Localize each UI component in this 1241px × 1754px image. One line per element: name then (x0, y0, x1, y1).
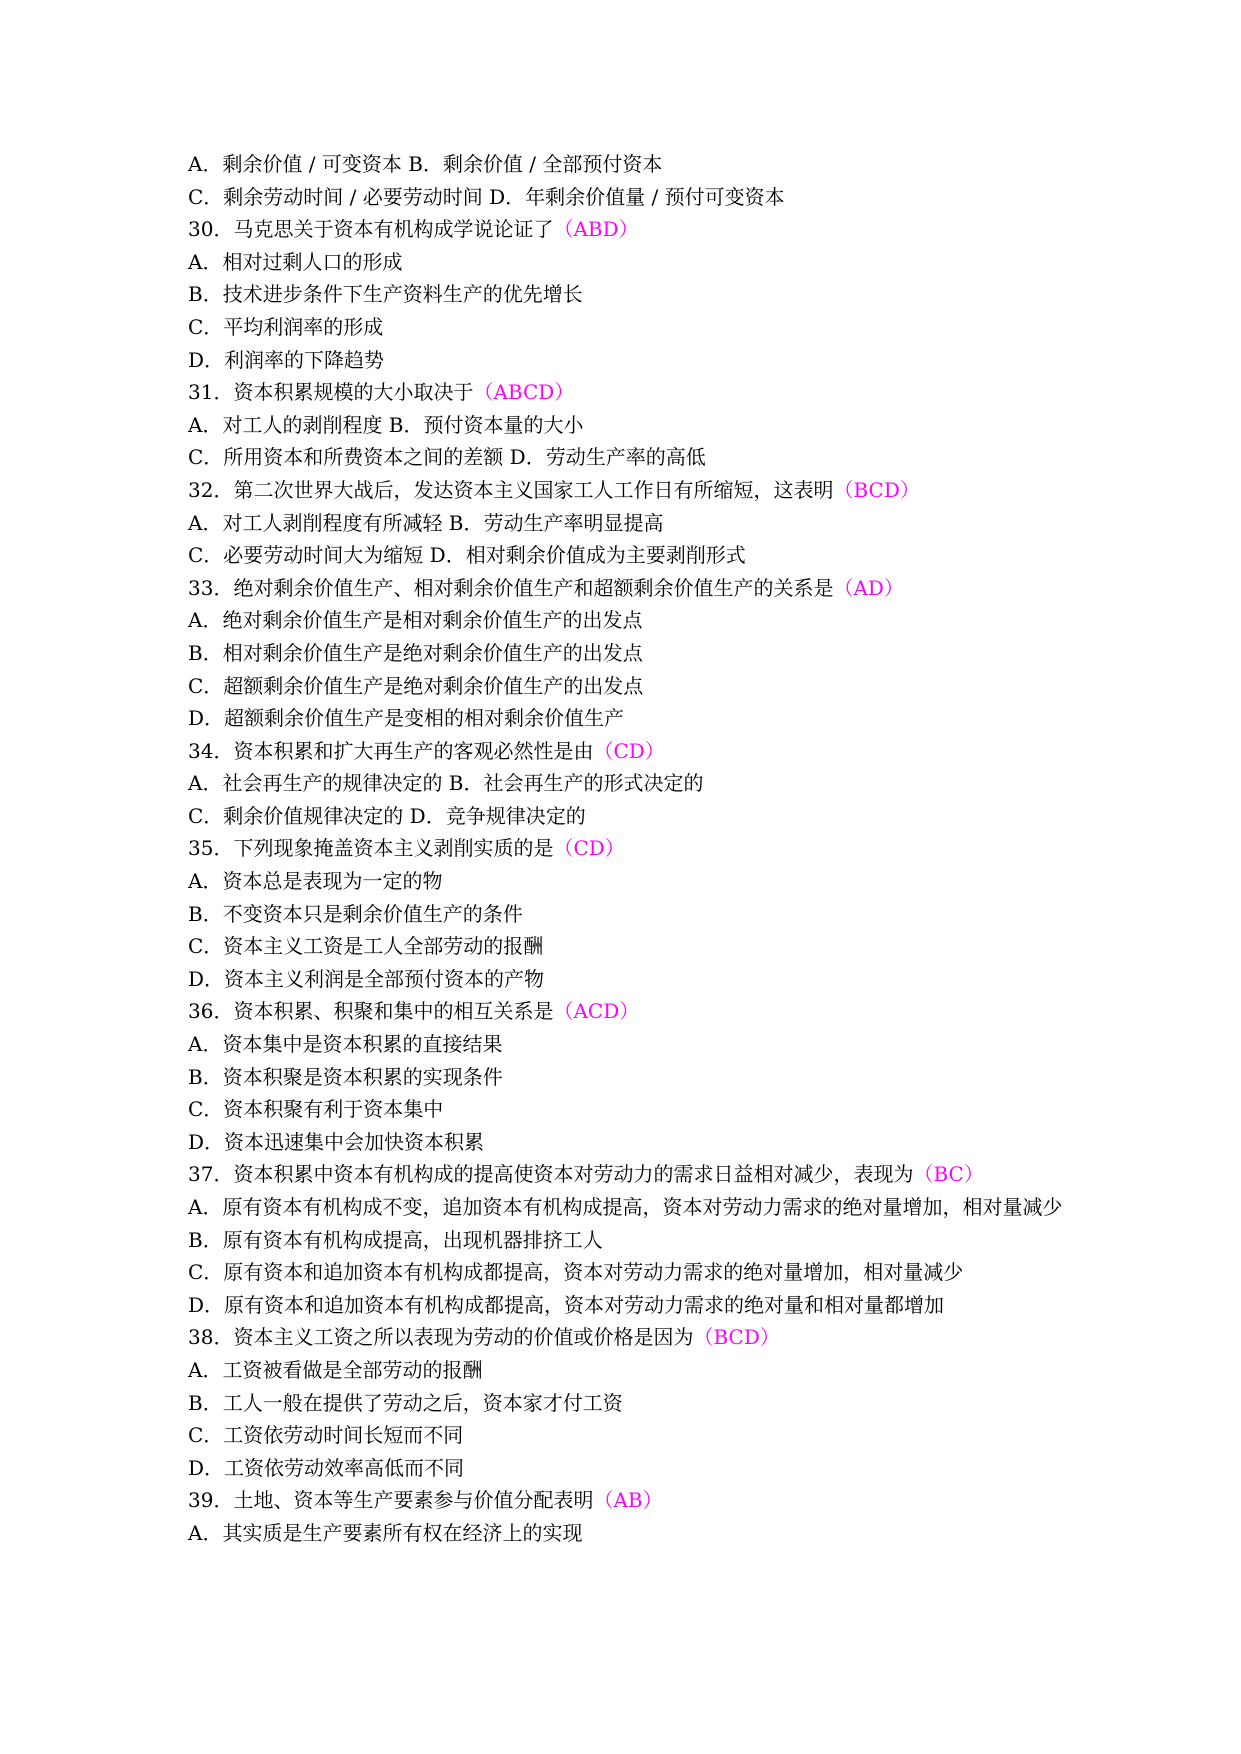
question-text: 35．下列现象掩盖资本主义剥削实质的是 (188, 836, 554, 861)
question-line (188, 1484, 1068, 1517)
answer-key: （CD） (553, 836, 625, 861)
option-line: C．资本积聚有利于资本集中 (188, 1097, 444, 1122)
option-line: A．对工人的剥削程度 B．预付资本量的大小 (188, 412, 584, 437)
option-line: B．不变资本只是剩余价值生产的条件 (188, 901, 523, 926)
option-line: A．社会再生产的规律决定的 B．社会再生产的形式决定的 (188, 771, 704, 796)
question-text: 32．第二次世界大战后，发达资本主义国家工人工作日有所缩短，这表明 (188, 477, 834, 502)
question-text: 31．资本积累规模的大小取决于 (188, 380, 474, 405)
question-line (188, 474, 1068, 507)
answer-key: （ABCD） (473, 380, 575, 405)
question-text: 39．土地、资本等生产要素参与价值分配表明 (188, 1488, 594, 1513)
question-text: 38．资本主义工资之所以表现为劳动的价值或价格是因为 (188, 1325, 694, 1350)
question-line (188, 213, 1068, 246)
option-line: C．原有资本和追加资本有机构成都提高，资本对劳动力需求的绝对量增加，相对量减少 (188, 1260, 964, 1285)
question-text: 36．资本积累、积聚和集中的相互关系是 (188, 999, 554, 1024)
question-line (188, 572, 1068, 605)
option-line: D．原有资本和追加资本有机构成都提高，资本对劳动力需求的绝对量和相对量都增加 (188, 1292, 945, 1317)
answer-key: （ACD） (553, 999, 640, 1024)
option-line: D．工资依劳动效率高低而不同 (188, 1455, 465, 1480)
option-line: D．资本主义利润是全部预付资本的产物 (188, 966, 545, 991)
question-line (188, 376, 1068, 409)
option-line: A．资本集中是资本积累的直接结果 (188, 1032, 503, 1057)
option-line: C．工资依劳动时间长短而不同 (188, 1423, 464, 1448)
option-line: D．资本迅速集中会加快资本积累 (188, 1129, 485, 1154)
document-page (188, 148, 1068, 1550)
question-line (188, 1321, 1068, 1354)
option-line: A．对工人剥削程度有所减轻 B．劳动生产率明显提高 (188, 510, 664, 535)
option-line: C．超额剩余价值生产是绝对剩余价值生产的出发点 (188, 673, 644, 698)
question-line (188, 1158, 1068, 1191)
question-text: 37．资本积累中资本有机构成的提高使资本对劳动力的需求日益相对减少，表现为 (188, 1162, 914, 1187)
answer-key: （AD） (833, 575, 904, 600)
option-line: A．其实质是生产要素所有权在经济上的实现 (188, 1520, 583, 1545)
option-line: A．工资被看做是全部劳动的报酬 (188, 1357, 483, 1382)
option-line: C．资本主义工资是工人全部劳动的报酬 (188, 934, 544, 959)
option-line: A．相对过剩人口的形成 (188, 249, 403, 274)
question-line (188, 995, 1068, 1028)
option-line: C．平均利润率的形成 (188, 314, 384, 339)
option-line: C．所用资本和所费资本之间的差额 D．劳动生产率的高低 (188, 445, 706, 470)
answer-key: （BCD） (693, 1325, 780, 1350)
option-line: C．剩余劳动时间 / 必要劳动时间 D．年剩余价值量 / 预付可变资本 (188, 184, 785, 209)
answer-key: （AB） (593, 1488, 663, 1513)
option-line: B．资本积聚是资本积累的实现条件 (188, 1064, 503, 1089)
option-line: A．剩余价值 / 可变资本 B．剩余价值 / 全部预付资本 (188, 152, 663, 176)
answer-key: （BCD） (833, 477, 920, 502)
question-text: 33．绝对剩余价值生产、相对剩余价值生产和超额剩余价值生产的关系是 (188, 575, 834, 600)
option-line: D．超额剩余价值生产是变相的相对剩余价值生产 (188, 706, 625, 731)
option-line: B．技术进步条件下生产资料生产的优先增长 (188, 282, 583, 307)
option-line: B．工人一般在提供了劳动之后，资本家才付工资 (188, 1390, 623, 1415)
option-line: A．绝对剩余价值生产是相对剩余价值生产的出发点 (188, 608, 643, 633)
option-line: B．原有资本有机构成提高，出现机器排挤工人 (188, 1227, 603, 1252)
option-line: D．利润率的下降趋势 (188, 347, 385, 372)
option-line: A．原有资本有机构成不变，追加资本有机构成提高，资本对劳动力需求的绝对量增加，相对量减少 (188, 1195, 1063, 1219)
question-text: 30．马克思关于资本有机构成学说论证了 (188, 217, 554, 242)
answer-key: （BC） (913, 1162, 984, 1187)
option-line: A．资本总是表现为一定的物 (188, 869, 443, 894)
option-line: C．剩余价值规律决定的 D．竞争规律决定的 (188, 803, 586, 828)
question-line (188, 832, 1068, 865)
option-line: B．相对剩余价值生产是绝对剩余价值生产的出发点 (188, 640, 643, 665)
answer-key: （CD） (593, 738, 665, 763)
question-line (188, 735, 1068, 768)
question-text: 34．资本积累和扩大再生产的客观必然性是由 (188, 738, 594, 763)
option-line: C．必要劳动时间大为缩短 D．相对剩余价值成为主要剥削形式 (188, 543, 746, 568)
answer-key: （ABD） (553, 217, 639, 242)
